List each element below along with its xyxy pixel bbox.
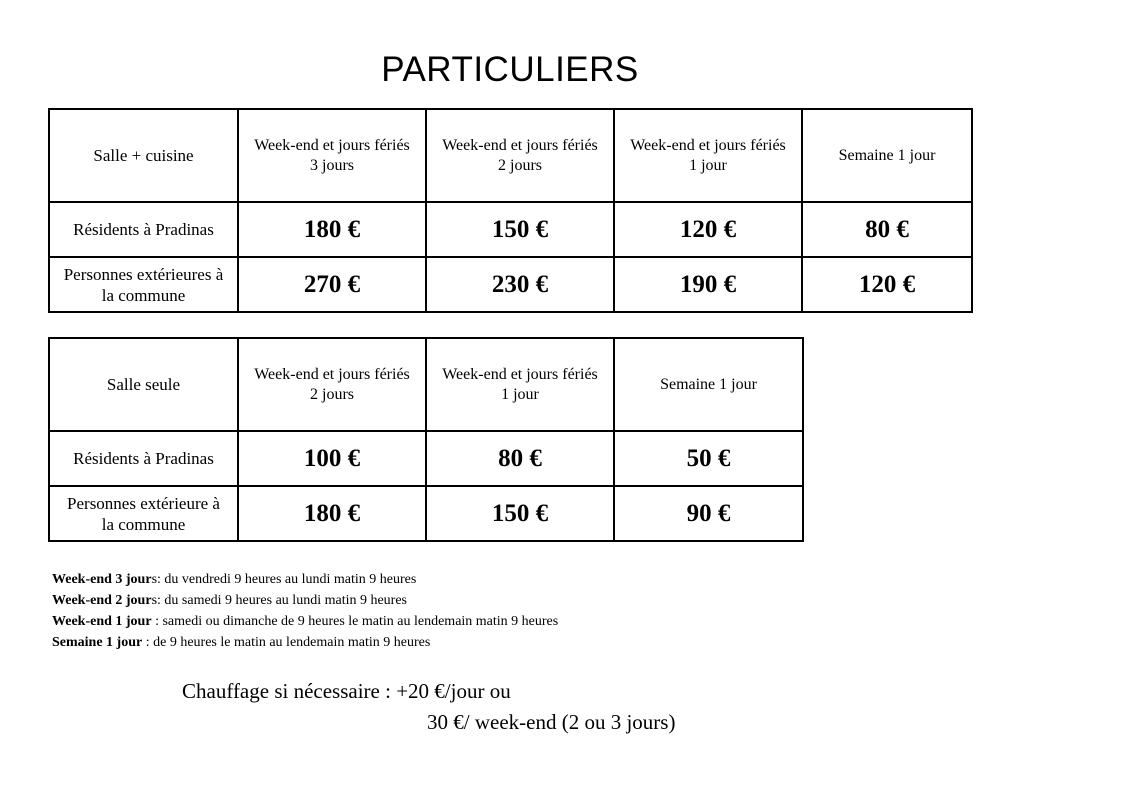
note-text: : samedi ou dimanche de 9 heures le matin au lendemain matin 9 heures bbox=[151, 614, 559, 629]
price-cell: 120 € bbox=[614, 202, 802, 257]
price-cell: 190 € bbox=[614, 257, 802, 312]
row-label: Personnes extérieures à la commune bbox=[49, 257, 238, 312]
note-text: s: du vendredi 9 heures au lundi matin 9 heures bbox=[151, 572, 417, 587]
price-cell: 180 € bbox=[238, 486, 426, 541]
price-cell: 120 € bbox=[802, 257, 972, 312]
heating-note bbox=[182, 676, 675, 738]
table-row bbox=[49, 486, 803, 541]
note-line bbox=[52, 611, 558, 632]
column-header: Week-end et jours fériés 1 jour bbox=[426, 338, 614, 431]
column-header: Week-end et jours fériés 3 jours bbox=[238, 109, 426, 202]
price-cell: 230 € bbox=[426, 257, 614, 312]
column-header: Semaine 1 jour bbox=[802, 109, 972, 202]
row-label: Personnes extérieure à la commune bbox=[49, 486, 238, 541]
table-row bbox=[49, 202, 972, 257]
row-label: Résidents à Pradinas bbox=[49, 431, 238, 486]
note-line bbox=[52, 569, 558, 590]
row-label: Résidents à Pradinas bbox=[49, 202, 238, 257]
price-cell: 150 € bbox=[426, 486, 614, 541]
note-term: Week-end 2 jour bbox=[52, 593, 152, 608]
column-header: Week-end et jours fériés 1 jour bbox=[614, 109, 802, 202]
note-term: Semaine 1 jour bbox=[52, 635, 143, 650]
price-cell: 90 € bbox=[614, 486, 803, 541]
column-header: Week-end et jours fériés 2 jours bbox=[238, 338, 426, 431]
heating-line-1: Chauffage si nécessaire : +20 €/jour ou bbox=[182, 679, 511, 703]
table-row bbox=[49, 431, 803, 486]
pricing-table-salle-cuisine bbox=[48, 108, 973, 313]
pricing-table-salle-seule bbox=[48, 337, 804, 542]
note-line bbox=[52, 632, 558, 653]
price-cell: 150 € bbox=[426, 202, 614, 257]
price-cell: 100 € bbox=[238, 431, 426, 486]
price-cell: 80 € bbox=[802, 202, 972, 257]
column-header: Week-end et jours fériés 2 jours bbox=[426, 109, 614, 202]
price-cell: 80 € bbox=[426, 431, 614, 486]
table-corner-label: Salle seule bbox=[49, 338, 238, 431]
note-text: s: du samedi 9 heures au lundi matin 9 heures bbox=[151, 593, 408, 608]
heating-line-2: 30 €/ week-end (2 ou 3 jours) bbox=[427, 710, 676, 734]
table-header-row bbox=[49, 338, 803, 431]
note-term: Week-end 1 jour bbox=[52, 614, 152, 629]
note-term: Week-end 3 jour bbox=[52, 572, 152, 587]
price-cell: 270 € bbox=[238, 257, 426, 312]
page-title: PARTICULIERS bbox=[381, 50, 639, 89]
price-cell: 180 € bbox=[238, 202, 426, 257]
price-cell: 50 € bbox=[614, 431, 803, 486]
table-header-row bbox=[49, 109, 972, 202]
table-corner-label: Salle + cuisine bbox=[49, 109, 238, 202]
duration-notes bbox=[52, 569, 558, 653]
note-line bbox=[52, 590, 558, 611]
column-header: Semaine 1 jour bbox=[614, 338, 803, 431]
note-text: : de 9 heures le matin au lendemain matin 9 heures bbox=[142, 635, 431, 650]
table-row bbox=[49, 257, 972, 312]
